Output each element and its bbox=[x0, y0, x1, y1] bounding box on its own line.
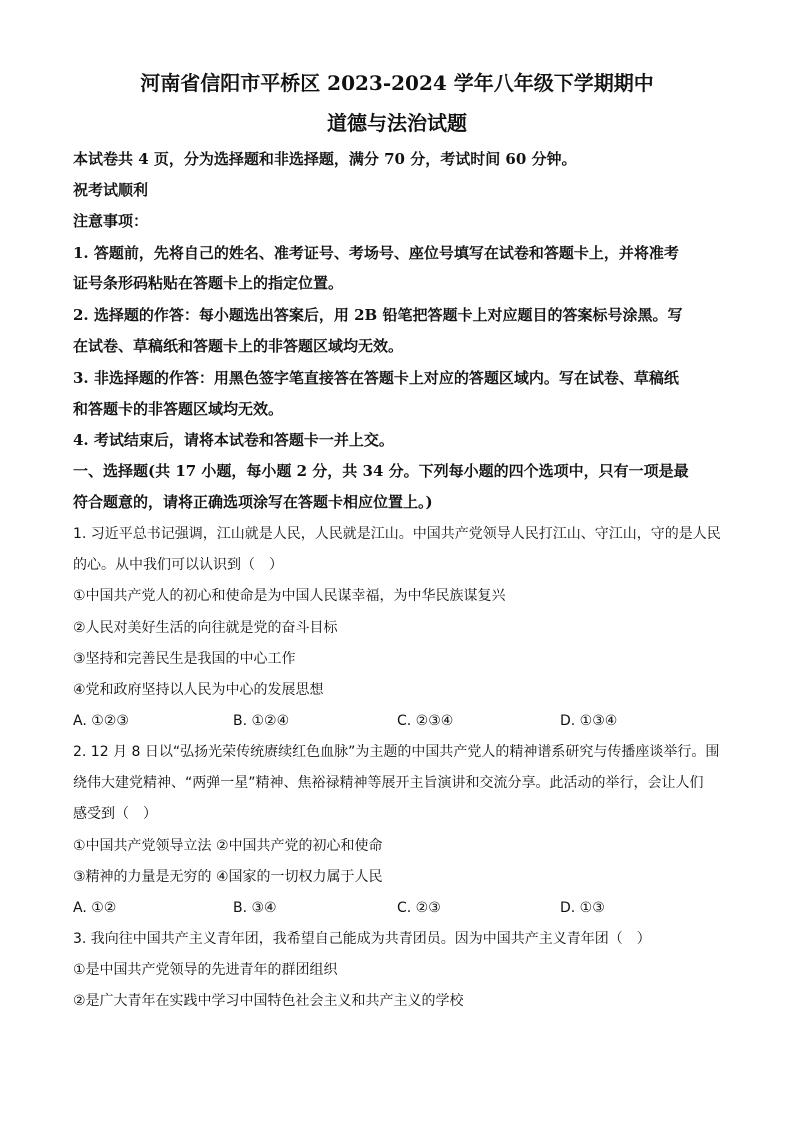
question-1-option-d: D. ①③④ bbox=[560, 713, 618, 729]
question-1-option-b: B. ①②④ bbox=[233, 713, 290, 729]
note-1-line-2: 证号条形码粘贴在答题卡上的指定位置。 bbox=[73, 274, 344, 292]
question-1-stem-line-2: 的心。从中我们可以认识到（ ） bbox=[73, 557, 283, 573]
question-3-statement-1: ①是中国共产党领导的先进青年的群团组织 bbox=[73, 962, 338, 978]
question-2-stem-line-1: 2. 12 月 8 日以“弘扬光荣传统赓续红色血脉”为主题的中国共产党人的精神谱系研究与传播座谈举行。围 bbox=[73, 744, 720, 760]
question-3-statement-2: ②是广大青年在实践中学习中国特色社会主义和共产主义的学校 bbox=[73, 993, 464, 1009]
question-1-statement-3: ③坚持和完善民生是我国的中心工作 bbox=[73, 651, 296, 667]
question-1-stem-line-1: 1. 习近平总书记强调，江山就是人民，人民就是江山。中国共产党领导人民打江山、守江山，守的是人民 bbox=[73, 526, 721, 542]
note-3-line-1: 3. 非选择题的作答：用黑色签字笔直接答在答题卡上对应的答题区域内。写在试卷、草稿纸 bbox=[73, 369, 679, 387]
note-3-line-2: 和答题卡的非答题区域均无效。 bbox=[73, 400, 284, 418]
question-2-stem-line-3: 感受到（ ） bbox=[73, 806, 157, 822]
note-2-line-1: 2. 选择题的作答：每小题选出答案后，用 2B 铅笔把答题卡上对应题目的答案标号涂黑。写 bbox=[73, 306, 683, 324]
paper-info: 本试卷共 4 页，分为选择题和非选择题，满分 70 分，考试时间 60 分钟。 bbox=[73, 150, 577, 168]
exam-subtitle: 道德与法治试题 bbox=[327, 111, 467, 135]
question-2-stem-line-2: 绕伟大建党精神、“两弹一星”精神、焦裕禄精神等展开主旨演讲和交流分享。此活动的举行，会让人们 bbox=[73, 775, 704, 791]
question-2-option-c: C. ②③ bbox=[397, 900, 441, 916]
question-2-statement-1: ①中国共产党领导立法 ②中国共产党的初心和使命 bbox=[73, 838, 383, 854]
question-2-option-b: B. ③④ bbox=[233, 900, 277, 916]
note-2-line-2: 在试卷、草稿纸和答题卡上的非答题区域均无效。 bbox=[73, 337, 404, 355]
question-1-options bbox=[73, 710, 723, 732]
note-4-line-1: 4. 考试结束后，请将本试卷和答题卡一并上交。 bbox=[73, 431, 394, 449]
notice-heading: 注意事项： bbox=[73, 212, 149, 230]
question-2-option-d: D. ①③ bbox=[560, 900, 605, 916]
note-1-line-1: 1. 答题前，先将自己的姓名、准考证号、考场号、座位号填写在试卷和答题卡上，并将准考 bbox=[73, 244, 679, 262]
question-1-statement-1: ①中国共产党人的初心和使命是为中国人民谋幸福，为中华民族谋复兴 bbox=[73, 588, 506, 604]
question-1-option-c: C. ②③④ bbox=[397, 713, 454, 729]
question-2-statement-2: ③精神的力量是无穷的 ④国家的一切权力属于人民 bbox=[73, 869, 383, 885]
section-1-heading-line-1: 一、选择题(共 17 小题，每小题 2 分，共 34 分。下列每小题的四个选项中，只有一项是最 bbox=[73, 462, 689, 480]
question-1-statement-2: ②人民对美好生活的向往就是党的奋斗目标 bbox=[73, 620, 338, 636]
question-3-stem-line-1: 3. 我向往中国共产主义青年团，我希望自己能成为共青团员。因为中国共产主义青年团（ ） bbox=[73, 931, 651, 947]
question-2-option-a: A. ①② bbox=[73, 900, 117, 916]
exam-title: 河南省信阳市平桥区 2023-2024 学年八年级下学期期中 bbox=[140, 71, 654, 95]
question-1-statement-4: ④党和政府坚持以人民为中心的发展思想 bbox=[73, 682, 324, 698]
question-1-option-a: A. ①②③ bbox=[73, 713, 129, 729]
question-2-options bbox=[73, 897, 723, 919]
wish-text: 祝考试顺利 bbox=[73, 181, 149, 199]
section-1-heading-line-2: 符合题意的，请将正确选项涂写在答题卡相应位置上。) bbox=[73, 493, 433, 511]
